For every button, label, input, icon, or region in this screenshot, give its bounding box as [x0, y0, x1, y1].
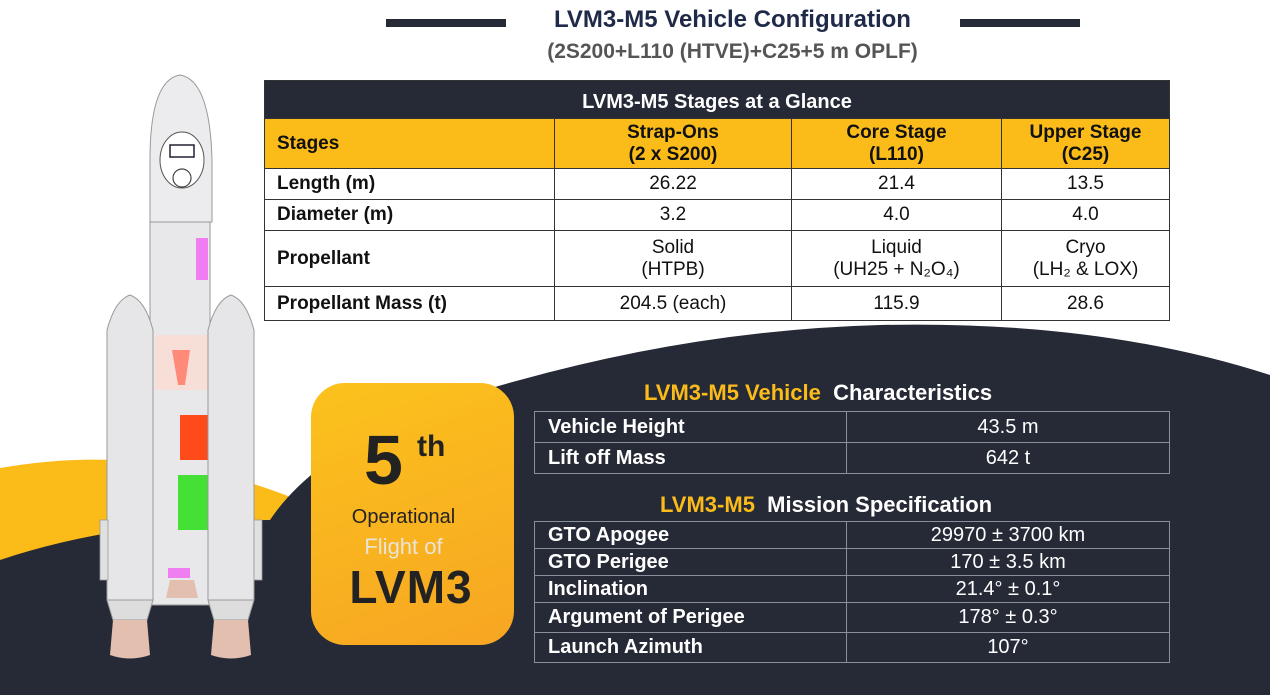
table-row: [535, 633, 1170, 663]
propellant-type: Solid: [651, 236, 695, 258]
cell-value: [555, 231, 792, 287]
table-row: [265, 287, 1170, 321]
cell-value: 4.0: [1002, 200, 1170, 231]
cell-value: 204.5 (each): [555, 287, 792, 321]
vehicle-characteristics-table: [534, 411, 1170, 474]
vehicle-title-highlight: LVM3-M5 Vehicle: [644, 380, 821, 405]
badge-line-flight-of: Flight of: [364, 534, 443, 559]
propellant-type: Cryo: [1065, 236, 1106, 258]
table-row: [535, 549, 1170, 576]
header-bar-right: [960, 19, 1080, 27]
cell-value: 21.4: [792, 169, 1002, 200]
core-label: Core Stage: [846, 121, 947, 143]
mission-title-rest: Mission Specification: [767, 492, 993, 517]
row-label: Launch Azimuth: [535, 633, 847, 663]
stages-table-caption: LVM3-M5 Stages at a Glance: [265, 81, 1170, 119]
propellant-type: Liquid: [871, 236, 922, 258]
row-label: Inclination: [535, 576, 847, 603]
mission-specification-table: [534, 521, 1170, 663]
cell-value: 26.22: [555, 169, 792, 200]
cell-value: 4.0: [792, 200, 1002, 231]
badge-line-operational: Operational: [351, 506, 456, 528]
cell-value: 178° ± 0.3°: [847, 603, 1170, 633]
page-subtitle: (2S200+L110 (HTVE)+C25+5 m OPLF): [547, 40, 918, 63]
propellant-detail: (HTPB): [641, 258, 705, 280]
strap-ons-label: Strap-Ons: [627, 121, 719, 143]
table-row: [535, 576, 1170, 603]
col-header-strap-ons: [555, 119, 792, 169]
cell-value: 13.5: [1002, 169, 1170, 200]
vehicle-characteristics-title: [644, 380, 992, 406]
table-row: [535, 603, 1170, 633]
cell-value: 642 t: [847, 443, 1170, 474]
table-row: [265, 231, 1170, 287]
propellant-detail: (LH₂ & LOX): [1032, 258, 1139, 280]
stages-table: [264, 80, 1170, 321]
badge-line-lvm3: LVM3: [349, 561, 473, 613]
cell-value: 21.4° ± 0.1°: [847, 576, 1170, 603]
row-label: Vehicle Height: [535, 412, 847, 443]
core-sub: (L110): [869, 143, 924, 165]
strap-ons-sub: (2 x S200): [628, 143, 718, 165]
mission-title-highlight: LVM3-M5: [660, 492, 755, 517]
col-header-upper: [1002, 119, 1170, 169]
cell-value: [1002, 231, 1170, 287]
cell-value: 29970 ± 3700 km: [847, 522, 1170, 549]
table-row: [535, 522, 1170, 549]
cell-value: [792, 231, 1002, 287]
row-label: Diameter (m): [265, 200, 555, 231]
table-row: [535, 443, 1170, 474]
col-header-core: [792, 119, 1002, 169]
row-label: Length (m): [265, 169, 555, 200]
row-label: GTO Perigee: [535, 549, 847, 576]
col-header-stages: Stages: [265, 119, 555, 169]
table-row: [535, 412, 1170, 443]
header-bar-left: [386, 19, 506, 27]
mission-specification-title: [660, 492, 992, 518]
propellant-detail: (UH25 + N₂O₄): [833, 258, 960, 280]
row-label: Lift off Mass: [535, 443, 847, 474]
badge-number: 5: [364, 421, 403, 499]
row-label: Argument of Perigee: [535, 603, 847, 633]
upper-label: Upper Stage: [1029, 121, 1142, 143]
row-label: Propellant Mass (t): [265, 287, 555, 321]
rocket-illustration: [100, 75, 262, 659]
table-row: [265, 200, 1170, 231]
vehicle-title-rest: Characteristics: [833, 380, 993, 405]
row-label: Propellant: [265, 231, 555, 287]
table-row: [265, 169, 1170, 200]
upper-sub: (C25): [1061, 143, 1110, 165]
cell-value: 43.5 m: [847, 412, 1170, 443]
row-label: GTO Apogee: [535, 522, 847, 549]
cell-value: 107°: [847, 633, 1170, 663]
cell-value: 170 ± 3.5 km: [847, 549, 1170, 576]
page-title: LVM3-M5 Vehicle Configuration: [554, 6, 911, 33]
badge-suffix: th: [417, 430, 446, 463]
cell-value: 28.6: [1002, 287, 1170, 321]
cell-value: 3.2: [555, 200, 792, 231]
cell-value: 115.9: [792, 287, 1002, 321]
